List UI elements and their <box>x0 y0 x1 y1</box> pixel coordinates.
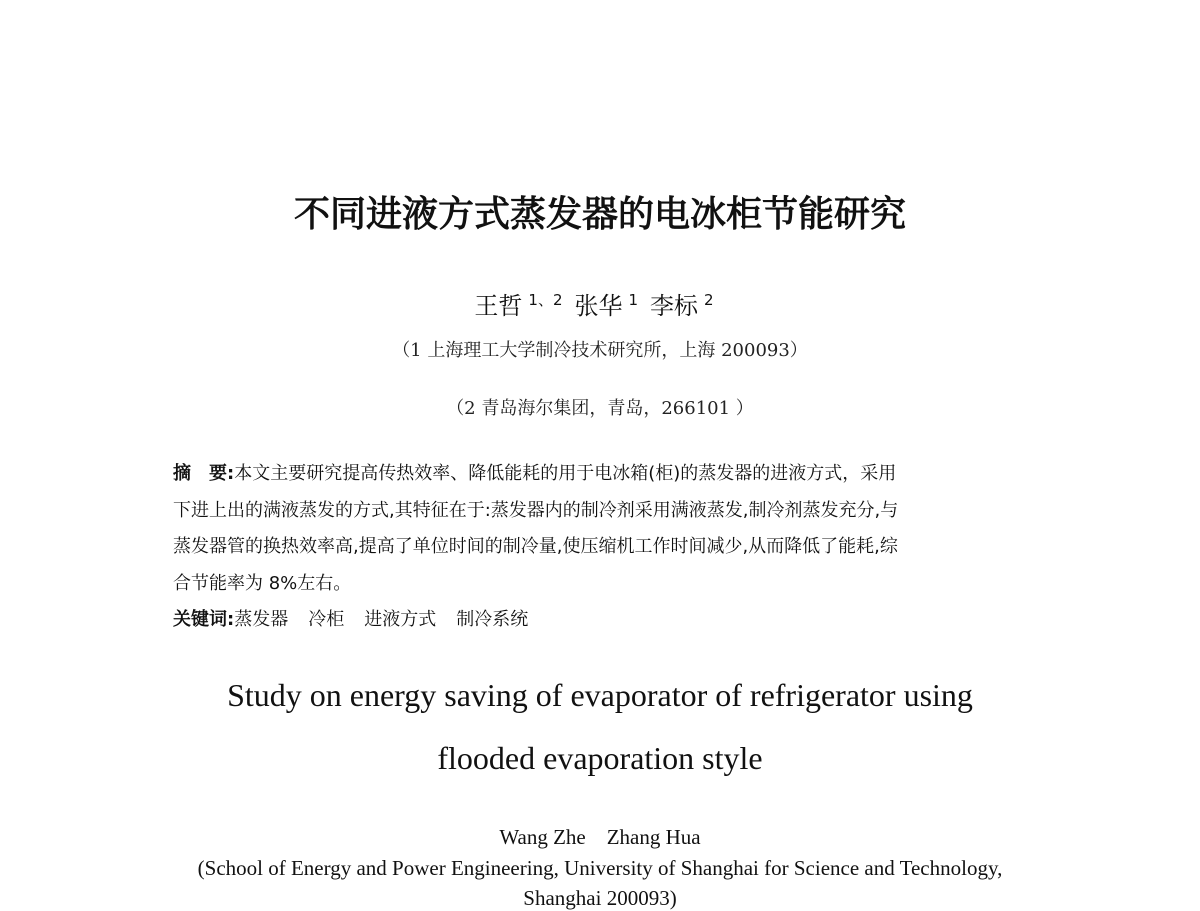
abstract-line: 合节能率为 8%左右。 <box>173 572 352 594</box>
affiliation-en: (School of Energy and Power Engineering, University of Shanghai for Science and Technology, <box>197 856 1003 880</box>
author-name: 李标 <box>650 292 699 320</box>
abstract-label: 摘 要: <box>173 463 235 484</box>
abstract-text: 本文主要研究提高传热效率、降低能耗的用于电冰箱(柜)的蒸发器的进液方式，采用 <box>234 463 897 484</box>
keyword: 制冷系统 <box>456 609 529 630</box>
author-affiliation-mark: 1 <box>628 291 639 309</box>
affiliation-cn-1: （1 上海理工大学制冷技术研究所，上海 200093） <box>392 340 808 361</box>
paper-title-en: Study on energy saving of evaporator of refrigerator using <box>227 677 973 713</box>
author-affiliation-mark: 2 <box>704 291 714 309</box>
paper-title-en-line2: flooded evaporation style <box>437 740 763 776</box>
author-list-cn <box>0 286 1200 321</box>
author-name: 王哲 <box>474 292 523 320</box>
abstract-line: 下进上出的满液蒸发的方式,其特征在于:蒸发器内的制冷剂采用满液蒸发,制冷剂蒸发充分,与 <box>173 499 899 521</box>
abstract-section <box>173 456 1028 639</box>
paper-title-cn: 不同进液方式蒸发器的电冰柜节能研究 <box>293 194 906 235</box>
affiliation-cn-2: （2 青岛海尔集团，青岛，266101 ） <box>446 398 754 419</box>
keywords-label: 关键词: <box>173 609 235 630</box>
author-list-en: Wang Zhe Zhang Hua <box>499 825 701 849</box>
keyword: 蒸发器 <box>234 609 289 630</box>
abstract-line: 蒸发器管的换热效率高,提高了单位时间的制冷量,使压缩机工作时间减少,从而降低了能耗,综 <box>173 536 898 557</box>
keyword: 进液方式 <box>364 609 437 630</box>
keyword: 冷柜 <box>308 609 345 630</box>
abstract-line <box>173 456 1028 493</box>
author-name: 张华 <box>574 292 623 320</box>
keywords-line <box>173 602 1028 639</box>
author-affiliation-mark: 1、2 <box>528 291 563 309</box>
affiliation-en-line2: Shanghai 200093) <box>523 886 677 910</box>
